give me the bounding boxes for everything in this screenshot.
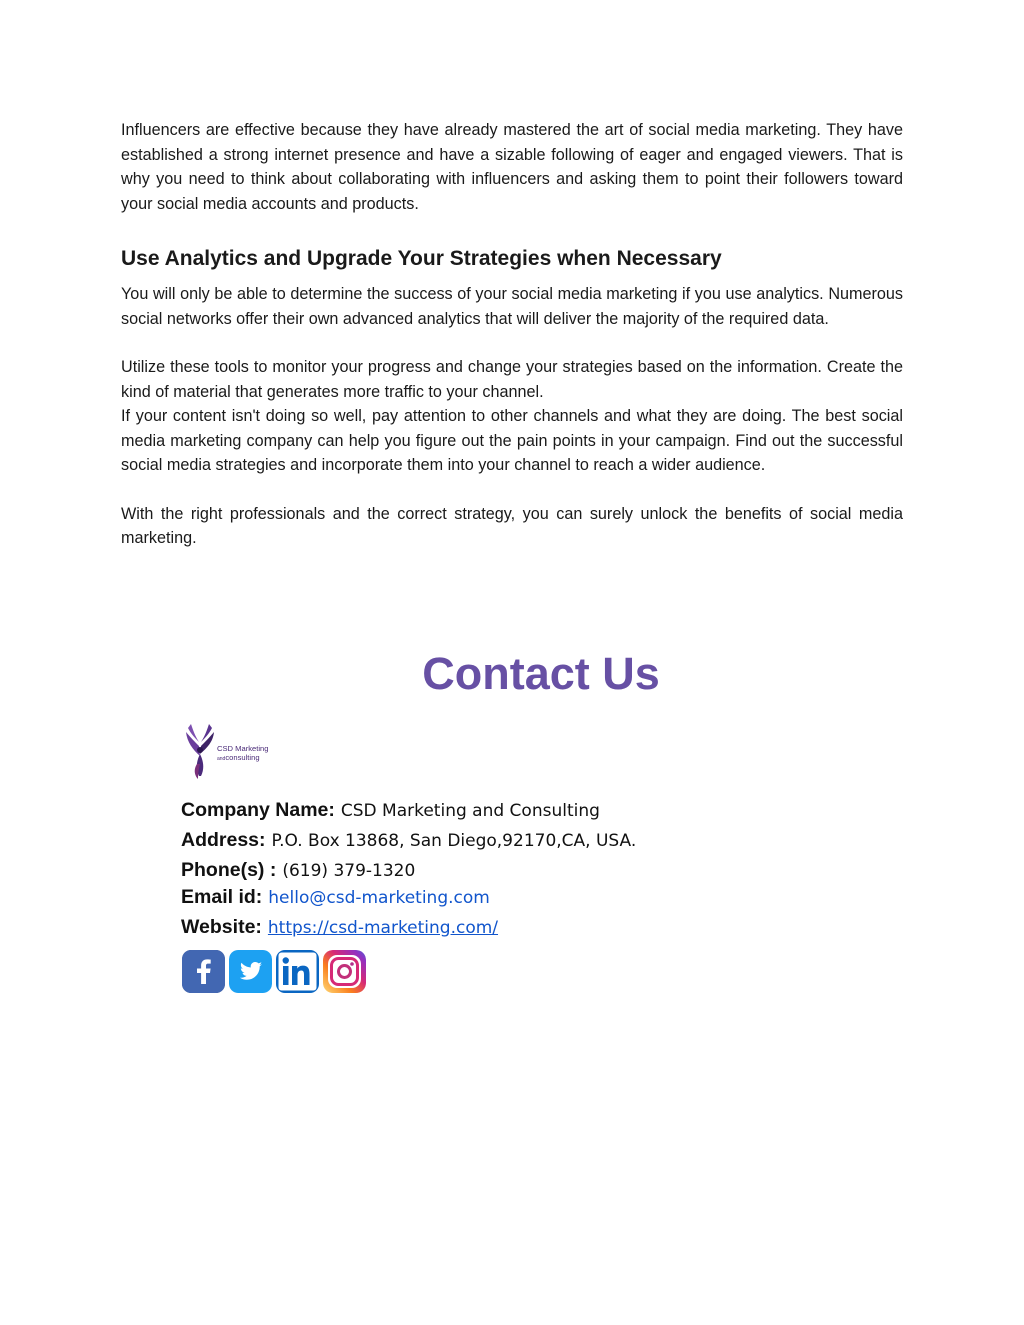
website-link[interactable]: https://csd-marketing.com/: [267, 918, 499, 938]
website-row: [181, 916, 636, 946]
company-label: Company Name:: [181, 799, 335, 821]
instagram-icon[interactable]: [323, 950, 366, 993]
social-links: [182, 950, 366, 993]
logo-line-2: consulting: [225, 753, 260, 762]
logo-line-2-small: and: [217, 756, 226, 762]
analytics-paragraph: You will only be able to determine the success of your social media marketing if you use analytics. Numerous social networks offer their own advanced analytics that will deliver the majority of the required data.: [121, 285, 903, 328]
logo-wordmark: [217, 744, 268, 764]
company-row: [181, 799, 636, 829]
linkedin-icon[interactable]: [276, 950, 319, 993]
content-paragraph: If your content isn't doing so well, pay attention to other channels and what they are doing. The best social media marketing company can help you figure out the pain points in your campaign. Find out the successful social media strategies and incorporate them into your channel to reach a wider audience.: [121, 407, 903, 474]
website-label: Website:: [181, 916, 262, 938]
section-heading: Use Analytics and Upgrade Your Strategies when Necessary: [121, 247, 722, 270]
logo-line-1: CSD Marketing: [217, 744, 269, 753]
article-body: [121, 118, 903, 551]
email-link[interactable]: hello@csd-marketing.com: [268, 888, 490, 908]
address-label: Address:: [181, 829, 266, 851]
contact-details: [181, 799, 636, 946]
email-label: Email id:: [181, 886, 263, 908]
contact-title: Contact Us: [422, 648, 660, 699]
address-value: P.O. Box 13868, San Diego,92170,CA, USA.: [271, 831, 637, 851]
phone-value: (619) 379-1320: [282, 861, 416, 881]
company-logo: [183, 720, 273, 782]
closing-paragraph: With the right professionals and the correct strategy, you can surely unlock the benefits of social media marketing.: [121, 504, 903, 547]
tools-paragraph: Utilize these tools to monitor your progress and change your strategies based on the information. Create the kind of material that generates more traffic to your channel.: [121, 358, 903, 401]
twitter-icon[interactable]: [229, 950, 272, 993]
phone-row: [181, 859, 636, 886]
phone-label: Phone(s) :: [181, 859, 277, 881]
company-value: CSD Marketing and Consulting: [340, 801, 600, 821]
intro-paragraph: Influencers are effective because they have already mastered the art of social media marketing. They have established a strong internet presence and have a sizable following of eager and engaged viewers. That is why you need to think about collaborating with influencers and asking them to point their followers toward your social media accounts and products.: [121, 121, 903, 213]
address-row: [181, 829, 636, 859]
facebook-icon[interactable]: [182, 950, 225, 993]
email-row: [181, 886, 636, 916]
phoenix-logo-icon: [183, 720, 217, 780]
